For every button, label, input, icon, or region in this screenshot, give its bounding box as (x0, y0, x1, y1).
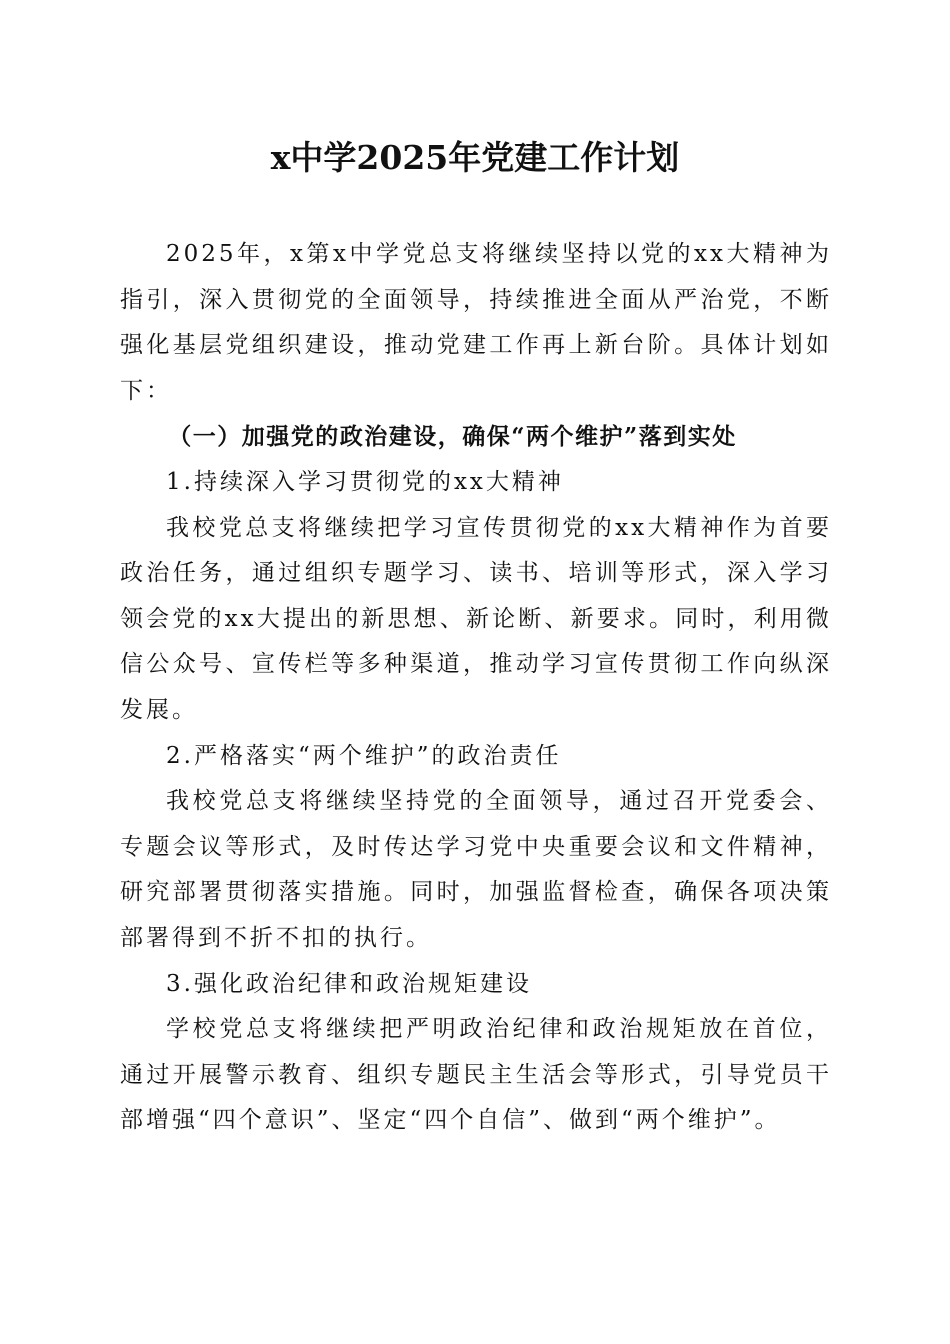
intro-paragraph: 2025年，x第x中学党总支将继续坚持以党的xx大精神为指引，深入贯彻党的全面领导，持续推进全面从严治党，不断强化基层党组织建设，推动党建工作再上新台阶。具体计划如下： (120, 241, 832, 404)
item-body-1: 我校党总支将继续把学习宣传贯彻党的xx大精神作为首要政治任务，通过组织专题学习、读书、培训等形式，深入学习领会党的xx大提出的新思想、新论断、新要求。同时，利用微信公众号、宣传栏等多种渠道，推动学习宣传贯彻工作向纵深发展。 (120, 514, 832, 723)
section-heading-1: （一）加强党的政治建设，确保“两个维护”落到实处 (168, 423, 737, 451)
item-body-3: 学校党总支将继续把严明政治纪律和政治规矩放在首位，通过开展警示教育、组织专题民主生活会等形式，引导党员干部增强“四个意识”、坚定“四个自信”、做到“两个维护”。 (120, 1016, 832, 1134)
document-title: x中学2025年党建工作计划 (270, 138, 680, 177)
document-body (120, 232, 832, 1144)
item-title-2: 2.严格落实“两个维护”的政治责任 (166, 742, 562, 769)
item-title-1: 1.持续深入学习贯彻党的xx大精神 (166, 468, 564, 495)
item-body-2: 我校党总支将继续坚持党的全面领导，通过召开党委会、专题会议等形式，及时传达学习党中央重要会议和文件精神，研究部署贯彻落实措施。同时，加强监督检查，确保各项决策部署得到不折不扣的执行。 (120, 788, 832, 951)
item-title-3: 3.强化政治纪律和政治规矩建设 (166, 970, 532, 997)
